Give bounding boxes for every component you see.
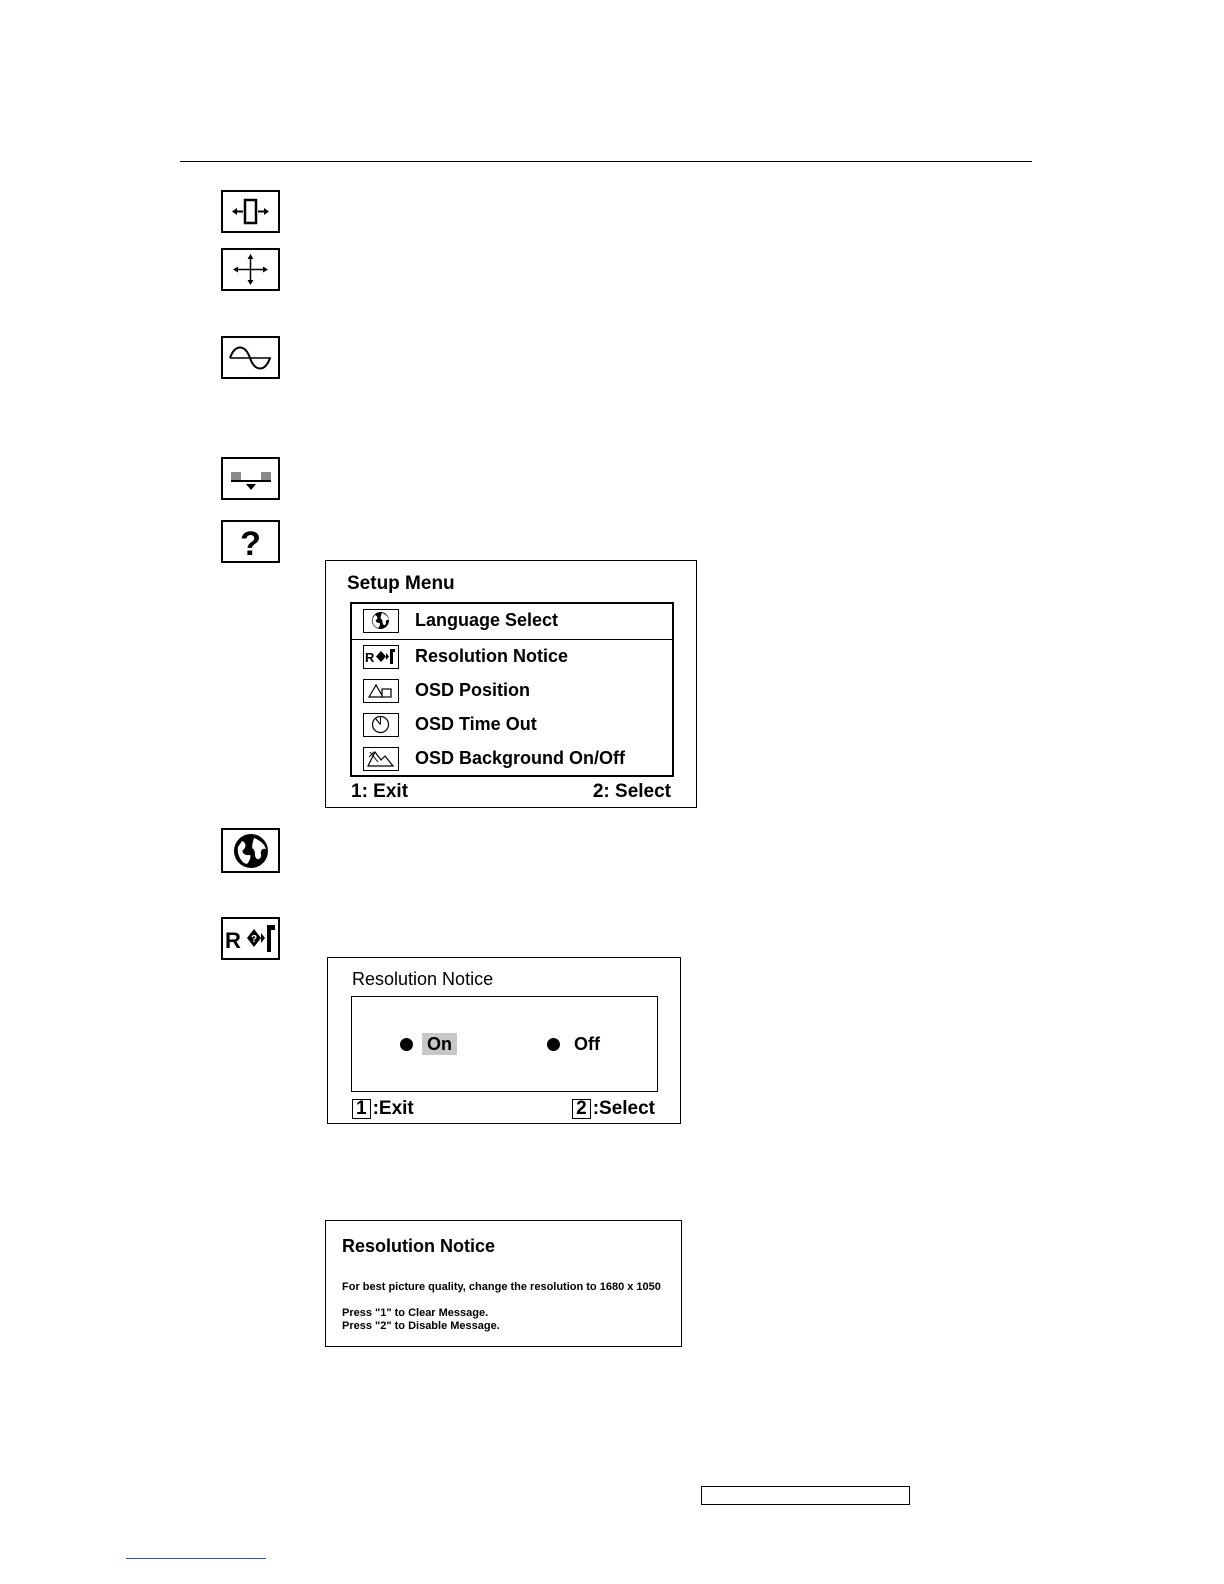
sharpness-slider-icon [221,457,280,500]
svg-text:R: R [225,928,241,953]
setup-menu-panel [325,560,697,808]
sine-wave-icon [221,336,280,379]
svg-text:?: ? [250,934,258,945]
key-2: 2 [572,1099,591,1119]
page-number-box [701,1486,910,1505]
resolution-notice-panel [327,957,681,1124]
resolution-notice-icon [363,645,399,669]
setup-menu-title: Setup Menu [347,573,455,594]
menu-item-osd-position[interactable] [352,674,672,708]
radio-off[interactable] [547,1038,560,1051]
osd-background-icon [363,747,399,771]
menu-item-label: OSD Position [415,680,531,700]
option-off-label[interactable]: Off [574,1034,600,1054]
exit-hint: 1: Exit [351,781,409,802]
exit-hint [352,1098,414,1120]
horizontal-size-icon [221,190,280,233]
menu-item-label: OSD Background On/Off [415,748,626,768]
exit-label: :Exit [372,1098,414,1119]
menu-item-osd-background[interactable] [352,742,672,776]
clock-icon [363,713,399,737]
menu-item-language-select[interactable] [352,604,672,640]
resolution-message-line: For best picture quality, change the resolution to 1680 x 1050 [342,1281,661,1293]
globe-icon [363,609,399,633]
svg-text:R: R [365,650,375,665]
disable-message-hint: Press "2" to Disable Message. [342,1320,500,1332]
svg-text:?: ? [240,525,261,561]
menu-item-osd-time-out[interactable] [352,708,672,742]
setup-menu-list [350,602,674,777]
header-rule [180,161,1032,162]
select-hint: 2: Select [592,781,671,802]
option-box [351,996,658,1092]
clear-message-hint: Press "1" to Clear Message. [342,1307,489,1319]
resolution-notice-icon [221,917,280,960]
menu-item-resolution-notice[interactable] [352,640,672,674]
resolution-message-title: Resolution Notice [342,1236,496,1256]
option-on-label[interactable]: On [422,1033,457,1055]
select-label: :Select [592,1098,655,1119]
select-hint [572,1098,655,1120]
resolution-notice-title: Resolution Notice [352,969,494,989]
radio-on[interactable] [400,1038,413,1051]
menu-item-label: Language Select [415,610,559,630]
resolution-message-panel [325,1220,682,1347]
footer-link-underline [126,1558,266,1559]
question-icon [221,520,280,563]
key-1: 1 [352,1099,371,1119]
menu-item-label: OSD Time Out [415,714,537,734]
globe-icon [221,828,280,873]
position-icon [221,248,280,291]
osd-position-icon [363,679,399,703]
menu-item-label: Resolution Notice [415,646,569,666]
